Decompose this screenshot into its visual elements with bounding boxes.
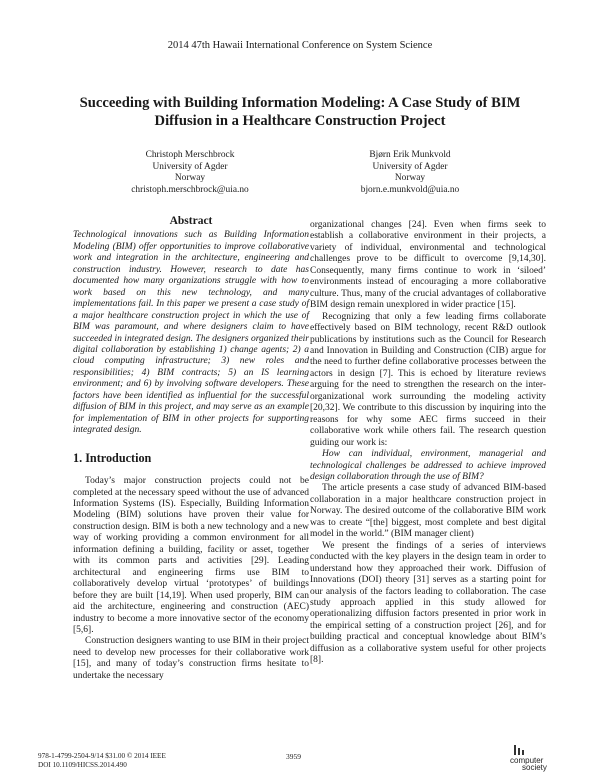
computer-society-logo: [500, 745, 560, 773]
conference-header: 2014 47th Hawaii International Conference on System Science: [167, 40, 433, 51]
author-1: [90, 150, 290, 196]
logo-line-1: computer: [510, 756, 544, 765]
paper-title: [60, 94, 540, 130]
footer-isbn: 978-1-4799-2504-9/14 $31.00 © 2014 IEEE: [38, 752, 166, 760]
author-country: Norway: [394, 173, 426, 184]
introduction-heading: 1. Introduction: [73, 450, 152, 465]
right-paragraph-1: organizational changes [24]. Even when firms seek to establish a collaborative environment in their projects, a variety of individual, environmental and technological challenges prove to be difficult to overcome [9,14,30]. Consequently, many firms continue to work in ‘siloed’ environments instead of encouraging a more collaborative culture. Thus, many of the crucial advantages of collaborative BIM design remain unexplored in wider practice [15].: [310, 220, 546, 311]
footer-identifiers: [38, 752, 166, 770]
right-column: [310, 220, 546, 667]
author-name: Christoph Merschbrock: [145, 150, 235, 160]
intro-paragraph-1: Today’s major construction projects could not be completed at the necessary speed without the use of advanced Information Systems (IS). Especially, Building Information Modeling (BIM) solutions have proven their value for construction design. BIM is both a new technology and a new way of working providing a common environment for all information defining a building, facility or asset, together with its common parts and activities [29]. Leading architectural and engineering firms use BIM to collaboratively develop virtual ‘prototypes’ of buildings before they are built [14,19]. When used properly, BIM can aid the architecture, engineering and construction (AEC) industry to become a more innovative sector of the economy [5,6].: [73, 476, 309, 635]
right-paragraph-3: The article presents a case study of advanced BIM-based collaboration in a major healthcare construction project in Norway. The desired outcome of the collaborative BIM work was to create “[the] biggest, most complete and best digital model in the world.” (BIM manager client): [310, 483, 546, 540]
author-country: Norway: [174, 173, 206, 184]
author-2: [310, 150, 510, 196]
abstract-text: Technological innovations such as Building Information Modeling (BIM) offer opportunities to improve collaborative work and integration in the architecture, engineering and construction industry. However, research to date has documented how many organizations struggle with how to work based on this new technology, and many implementations fail. In this paper we present a case study of a major healthcare construction project in which the use of BIM was paramount, and where designers claim to have succeeded in integrated design. The designers organized their digital collaboration by establishing 1) change agents; 2) a cloud computing infrastructure; 3) new roles and responsibilities; 4) BIM contracts; 5) an IS learning environment; and 6) by involving software developers. These factors have been identified as influential for the successful diffusion of BIM in this project, and may serve as an example for implementation of BIM in other projects for supporting integrated design.: [73, 230, 309, 436]
title-line-2: Diffusion in a Healthcare Construction Project: [154, 113, 446, 129]
author-affiliation: University of Agder: [372, 161, 448, 172]
author-name: Bjørn Erik Munkvold: [369, 150, 451, 160]
page-number: 3959: [286, 752, 301, 761]
left-column: [73, 216, 309, 682]
logo-line-2: society: [522, 763, 547, 772]
research-question: How can individual, environment, managerial and technological challenges be addressed to achieve improved design collaboration through the use of BIM?: [310, 449, 546, 482]
author-email: bjorn.e.munkvold@uia.no: [360, 184, 460, 195]
right-paragraph-4: We present the findings of a series of interviews conducted with the key players in the design team in order to understand how they approached their work. Diffusion of Innovations (DOI) theory [31] serves as a starting point for our analysis of the factors leading to collaboration. The case study approach applied in this study allowed for operationalizing diffusion factors presented in prior work in the empirical setting of a construction project [26], and for building practical and conceptual knowledge about BIM’s diffusion as a collaborative system useful for other projects [8].: [310, 540, 546, 666]
footer-doi: DOI 10.1109/HICSS.2014.490: [38, 761, 127, 769]
author-affiliation: University of Agder: [152, 161, 228, 172]
title-line-1: Succeeding with Building Information Modeling: A Case Study of BIM: [79, 95, 521, 111]
intro-paragraph-2: Construction designers wanting to use BIM in their project need to develop new processes for their collaborative work [15], and many of today’s construction firms hesitate to undertake the necessary: [73, 636, 309, 681]
abstract-heading: Abstract: [169, 215, 213, 227]
right-paragraph-2: Recognizing that only a few leading firms collaborate effectively based on BIM technology, recent R&D outlook publications by institutions such as the Council for Research and Innovation in Building and Construction (CIB) argue for the need to further define collaborative processes between the actors in design [7]. This is echoed by literature reviews arguing for the need to strengthen the research on the inter-organizational work surrounding the modeling activity [20,32]. We contribute to this discussion by inquiring into the reasons for why some AEC firms succeed in their collaborative work while others fail. The research question guiding our work is:: [310, 311, 546, 448]
computer-society-logo-icon: [514, 745, 526, 755]
author-email: christoph.merschbrock@uia.no: [131, 184, 249, 195]
